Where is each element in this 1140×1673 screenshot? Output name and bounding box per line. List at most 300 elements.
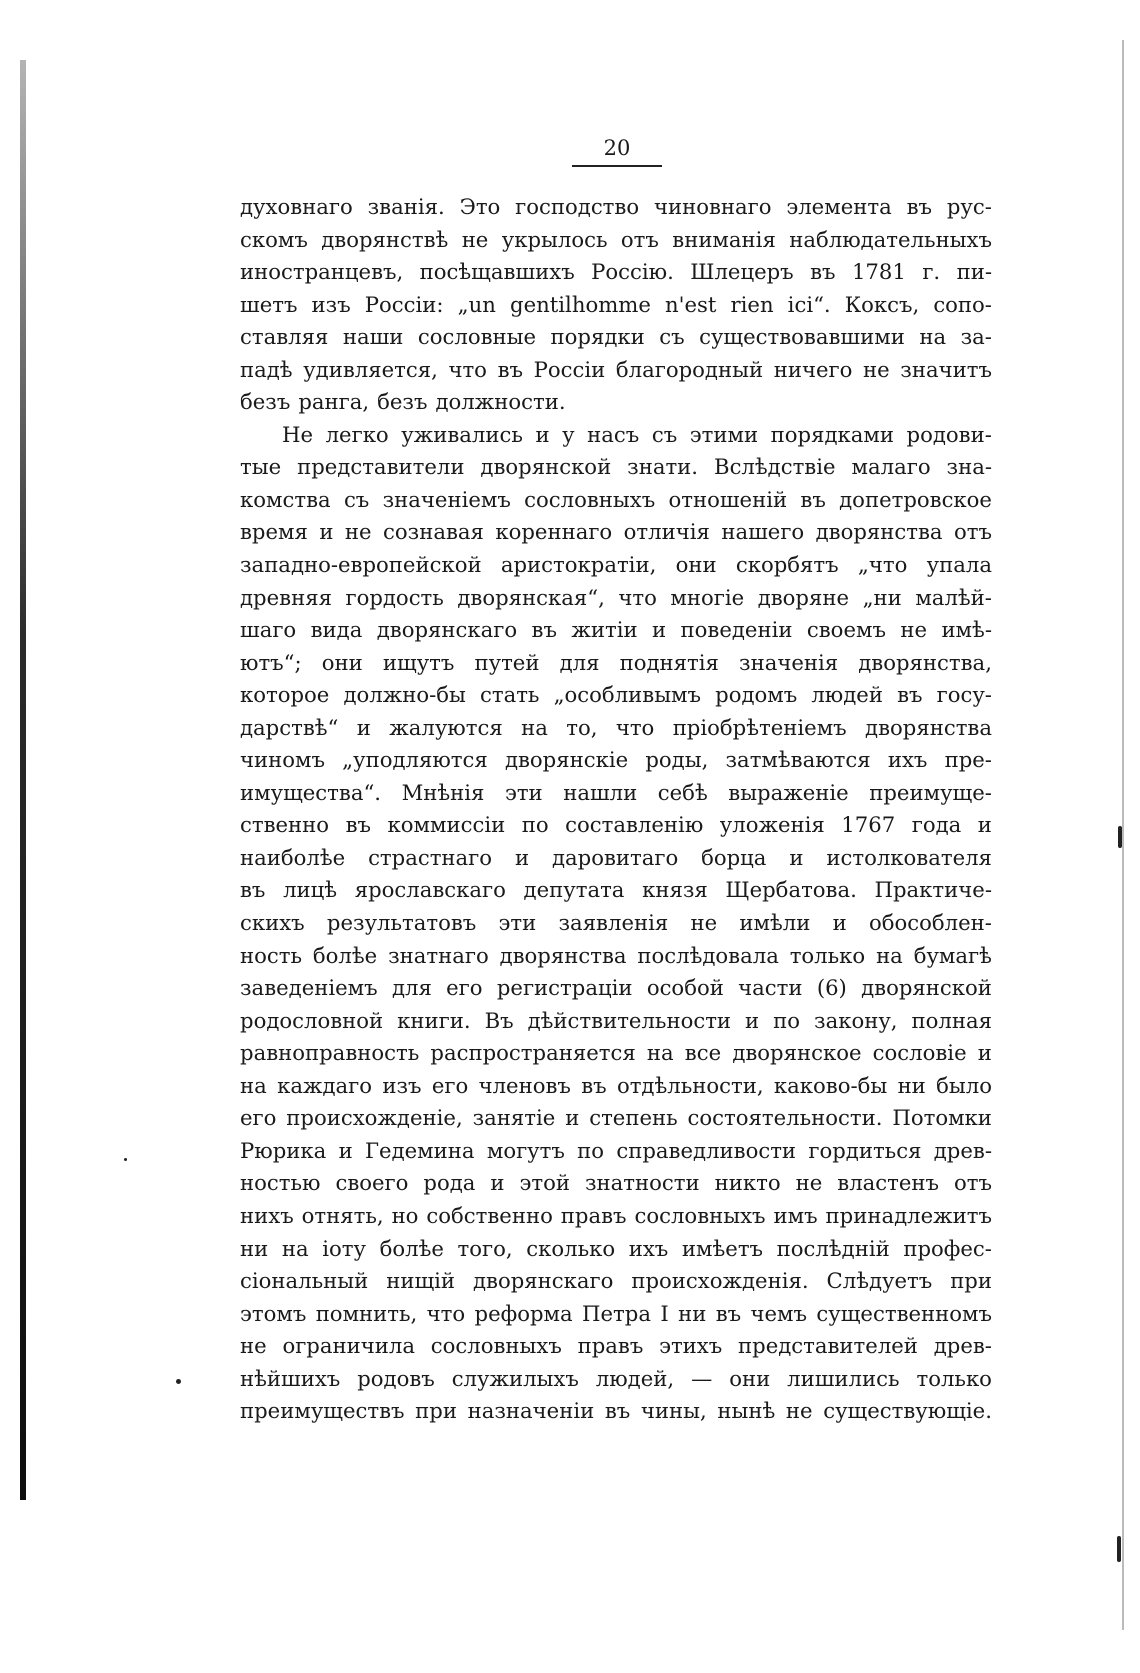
word: распространяется — [430, 1040, 636, 1066]
word: затмѣваются — [725, 747, 871, 773]
word: профес- — [903, 1235, 992, 1261]
word: болѣе — [312, 942, 378, 968]
word: для — [391, 975, 432, 1001]
text-line — [240, 451, 992, 484]
word: поднятія — [619, 649, 719, 675]
word: своего — [335, 1170, 409, 1196]
word: званія. — [367, 194, 445, 219]
word: обособлен- — [869, 910, 992, 936]
word: что — [426, 1300, 466, 1326]
word: кореннаго — [495, 519, 613, 545]
word: чиномъ — [240, 747, 325, 773]
word: падѣ — [240, 356, 293, 382]
word: имѣ- — [941, 617, 992, 643]
word: лишились — [787, 1365, 900, 1391]
word: ограничила — [282, 1333, 415, 1359]
word: дворянства — [865, 714, 992, 740]
word: членовъ — [478, 1072, 571, 1098]
word: каково-бы — [773, 1072, 888, 1098]
word: сопо- — [933, 291, 992, 317]
word: пріобрѣтеніемъ — [672, 714, 847, 740]
word: благородный — [615, 356, 764, 382]
word: принадлежитъ — [825, 1202, 992, 1228]
text-line — [240, 582, 992, 615]
word: сословные — [417, 324, 537, 350]
word: преимуществъ — [240, 1398, 405, 1424]
word: имъ — [773, 1202, 818, 1228]
word: не — [863, 356, 890, 382]
word: сознавая — [383, 519, 484, 545]
word: себѣ — [657, 779, 708, 805]
word: гордиться — [808, 1137, 922, 1163]
word: ничего — [773, 356, 853, 382]
word: этой — [519, 1170, 570, 1196]
word: эти — [504, 779, 543, 805]
word: въ — [581, 1072, 607, 1098]
text-line — [240, 1395, 992, 1428]
word: и — [565, 1105, 580, 1131]
text-line — [240, 516, 992, 549]
word: дворянской — [861, 975, 992, 1001]
word: заявленія — [558, 910, 669, 936]
word: занятіе — [472, 1105, 556, 1131]
word: на — [240, 1072, 267, 1098]
text-line — [240, 289, 992, 322]
word: только — [789, 942, 866, 968]
word: родомъ — [715, 682, 798, 708]
word: дворянствѣ — [321, 226, 449, 252]
word: при — [950, 1268, 992, 1294]
word: его — [446, 975, 483, 1001]
word: происхожденія. — [631, 1268, 809, 1294]
word: время — [240, 519, 308, 545]
word: г. — [922, 259, 941, 285]
word: у — [562, 421, 575, 447]
text-line — [240, 1330, 992, 1363]
word: было — [936, 1072, 992, 1098]
word: „ни — [862, 584, 902, 610]
text-line — [240, 1363, 992, 1396]
word: не — [240, 1333, 267, 1359]
word: и — [977, 812, 992, 838]
word: съ — [651, 421, 678, 447]
word: Въ — [484, 1007, 514, 1033]
word: дарствѣ“ — [240, 714, 339, 740]
word: правъ — [560, 1202, 627, 1228]
word: шаго — [240, 617, 297, 643]
word: чемъ — [750, 1300, 808, 1326]
word: „уподляются — [342, 747, 488, 773]
word: дворянское — [732, 1040, 862, 1066]
word: властенъ — [837, 1170, 940, 1196]
word: по — [521, 812, 549, 838]
word: людей — [811, 682, 883, 708]
word: n'est — [665, 291, 717, 317]
word: дворянской — [480, 454, 612, 480]
word: Щербатова. — [725, 877, 857, 903]
word: нашли — [563, 779, 638, 805]
word: gentilhomme — [510, 291, 651, 317]
word: рода — [423, 1170, 476, 1196]
word: скорбятъ — [735, 552, 839, 578]
word: эти — [498, 910, 537, 936]
text-line — [240, 191, 992, 224]
word: „что — [857, 552, 908, 578]
word: ярославскаго — [354, 877, 506, 903]
text-line — [240, 1265, 992, 1298]
word: и — [832, 910, 847, 936]
text-line — [240, 614, 992, 647]
word: что — [615, 714, 655, 740]
word: отъ — [620, 226, 659, 252]
word: родови- — [906, 421, 992, 447]
text-line — [240, 744, 992, 777]
word: сколько — [526, 1235, 616, 1261]
text-line — [240, 1135, 992, 1168]
word: ихъ — [628, 1235, 669, 1261]
word: Рюрика — [240, 1137, 327, 1163]
word: порядки — [550, 324, 645, 350]
word: 1781 — [851, 259, 906, 285]
word: Коксъ, — [844, 291, 920, 317]
word: по — [577, 1137, 605, 1163]
word: ни — [240, 1235, 269, 1261]
word: родословной — [240, 1007, 384, 1033]
word: иностранцевъ, — [240, 259, 404, 285]
word: имѣетъ — [681, 1235, 764, 1261]
word: пре- — [944, 747, 992, 773]
word: заведеніемъ — [240, 975, 378, 1001]
word: сословныхъ — [524, 486, 656, 512]
text-line — [240, 1070, 992, 1103]
word: „особливымъ — [553, 682, 702, 708]
text-line — [240, 842, 992, 875]
word: и — [319, 519, 334, 545]
word: чиновнаго — [653, 194, 772, 219]
word: наши — [342, 324, 404, 350]
word: Это — [459, 194, 501, 219]
word: стать — [479, 682, 540, 708]
word: и — [745, 1007, 760, 1033]
word: за- — [960, 324, 992, 350]
word: знати. — [627, 454, 699, 480]
word: существенномъ — [816, 1300, 992, 1326]
word: послѣдовала — [637, 942, 779, 968]
word: дворянскаго — [473, 1268, 614, 1294]
word: нашего — [721, 519, 805, 545]
word: они — [675, 552, 717, 578]
word: древ- — [933, 1137, 992, 1163]
word: того, — [457, 1235, 513, 1261]
word: скихъ — [240, 910, 305, 936]
word: Потомки — [892, 1105, 992, 1131]
word: ность — [240, 942, 303, 968]
word: людей, — [595, 1365, 675, 1391]
word: на — [521, 714, 548, 740]
word: безъ — [377, 389, 428, 415]
word: „un — [457, 291, 496, 317]
word: rien — [730, 291, 774, 317]
word: отнять, — [301, 1202, 384, 1228]
word: въ — [810, 259, 836, 285]
word: знатности — [585, 1170, 700, 1196]
word: выраженіе — [728, 779, 849, 805]
word: сословныхъ — [430, 1333, 562, 1359]
word: имущества“. — [240, 779, 382, 805]
word: по — [773, 1007, 801, 1033]
word: древ- — [933, 1333, 992, 1359]
word: дворянства — [499, 942, 627, 968]
word: ни — [897, 1072, 926, 1098]
word: не — [785, 1398, 813, 1424]
word: нищій — [386, 1268, 456, 1294]
word: ихъ — [887, 747, 928, 773]
word: значитъ — [900, 356, 992, 382]
word: ютъ“; — [240, 649, 302, 675]
word: и — [535, 421, 550, 447]
word: результатовъ — [326, 910, 477, 936]
word: и — [490, 1170, 505, 1196]
word: нихъ — [240, 1202, 294, 1228]
word: закону, — [814, 1007, 898, 1033]
word: шетъ — [240, 291, 298, 317]
word: служилыхъ — [451, 1365, 579, 1391]
word: депутата — [523, 877, 625, 903]
text-line — [240, 484, 992, 517]
word: малаго — [851, 454, 931, 480]
word: тые — [240, 454, 282, 480]
word: должности. — [435, 389, 566, 415]
word: все — [684, 1040, 722, 1066]
word: господство — [515, 194, 640, 219]
text-line — [240, 1233, 992, 1266]
word: госу- — [936, 682, 992, 708]
word: лицѣ — [283, 877, 338, 903]
word: многіе — [670, 584, 745, 610]
word: насъ — [587, 421, 640, 447]
word: ищутъ — [382, 649, 455, 675]
word: правъ — [577, 1333, 644, 1359]
word: составленію — [565, 812, 704, 838]
word: ни — [678, 1300, 707, 1326]
word: не — [344, 519, 372, 545]
word: что — [618, 584, 657, 610]
word: ici“. — [787, 291, 831, 317]
word: отъ — [954, 519, 992, 545]
word: этихъ — [659, 1333, 723, 1359]
word: отъ — [954, 1170, 992, 1196]
word: его — [240, 1105, 277, 1131]
word: въ — [715, 1300, 742, 1326]
word: не — [795, 1170, 823, 1196]
text-line — [240, 907, 992, 940]
word: Шлецеръ — [690, 259, 794, 285]
word: Слѣдуетъ — [826, 1268, 933, 1294]
word: отношеній — [668, 486, 788, 512]
text-line — [240, 940, 992, 973]
text-line — [240, 647, 992, 680]
word: сословныхъ — [634, 1202, 766, 1228]
word: дворянства, — [858, 649, 992, 675]
word: на — [919, 324, 947, 350]
word: борца — [701, 844, 767, 870]
word: дворянскіе — [504, 747, 629, 773]
word: князя — [642, 877, 708, 903]
text-line — [240, 354, 992, 387]
word: равноправность — [240, 1040, 420, 1066]
text-line — [240, 386, 992, 419]
word: ранга, — [298, 389, 370, 415]
word: дѣйствительности — [527, 1007, 732, 1033]
text-line — [240, 874, 992, 907]
body-text — [240, 191, 992, 1428]
word: они — [729, 1365, 771, 1391]
word: нѣйшихъ — [240, 1365, 341, 1391]
word: степень — [589, 1105, 678, 1131]
word: въ — [800, 486, 826, 512]
word: на — [876, 942, 903, 968]
word: въ — [345, 812, 371, 838]
word: Не — [282, 421, 314, 447]
word: гордость — [345, 584, 444, 610]
word: на — [281, 1235, 309, 1261]
word: съ — [343, 486, 370, 512]
word: и — [356, 714, 371, 740]
word: существующіе. — [823, 1398, 992, 1424]
word: справедливости — [616, 1137, 797, 1163]
word: скомъ — [240, 226, 308, 252]
text-line — [240, 419, 992, 452]
scan-left-edge — [20, 60, 26, 1500]
scan-speck — [124, 1158, 127, 1161]
word: собственно — [426, 1202, 553, 1228]
word: они — [321, 649, 363, 675]
word: части — [738, 975, 803, 1001]
word: дворянская“, — [457, 584, 605, 610]
word: въ — [497, 356, 523, 382]
word: бумагѣ — [913, 942, 992, 968]
word: страстнаго — [368, 844, 493, 870]
word: въ — [906, 194, 932, 219]
word: отдѣльности, — [616, 1072, 764, 1098]
word: Россіи: — [364, 291, 444, 317]
word: не — [900, 617, 928, 643]
word: истолкователя — [826, 844, 992, 870]
word: Вслѣдствіе — [714, 454, 836, 480]
word: родовъ — [357, 1365, 435, 1391]
word: въ — [897, 682, 923, 708]
word: іоту — [322, 1235, 366, 1261]
scan-speck — [1117, 1536, 1121, 1562]
word: зна- — [946, 454, 992, 480]
word: при — [415, 1398, 457, 1424]
text-line — [240, 712, 992, 745]
word: дворяне — [757, 584, 850, 610]
word: нынѣ — [717, 1398, 776, 1424]
word: года — [911, 812, 962, 838]
scan-right-edge — [1122, 40, 1124, 1630]
word: не — [690, 910, 718, 936]
word: удивляется, — [303, 356, 438, 382]
word: но — [391, 1202, 419, 1228]
word: вида — [310, 617, 363, 643]
text-line — [240, 972, 992, 1005]
word: укрылось — [501, 226, 608, 252]
word: въ — [604, 1398, 631, 1424]
text-line — [240, 1005, 992, 1038]
text-line — [240, 256, 992, 289]
word: ственно — [240, 812, 330, 838]
word: наблюдательныхъ — [789, 226, 992, 252]
word: ностью — [240, 1170, 321, 1196]
text-line — [240, 1167, 992, 1200]
word: элемента — [786, 194, 892, 219]
word: духовнаго — [240, 194, 353, 219]
word: преимуще- — [869, 779, 992, 805]
word: происхожденіе, — [286, 1105, 463, 1131]
word: представителей — [738, 1333, 918, 1359]
word: назначеніи — [467, 1398, 595, 1424]
word: имѣли — [739, 910, 811, 936]
word: книги. — [397, 1007, 471, 1033]
word: вниманія — [672, 226, 776, 252]
word: съ — [659, 324, 685, 350]
text-line — [240, 679, 992, 712]
word: каждаго — [277, 1072, 372, 1098]
scan-speck — [176, 1379, 181, 1384]
word: безъ — [240, 389, 291, 415]
text-line — [240, 1037, 992, 1070]
word: порядками — [770, 421, 894, 447]
text-line — [240, 1298, 992, 1331]
word: въ — [240, 877, 266, 903]
word: и — [652, 617, 667, 643]
word: наиболѣе — [240, 844, 346, 870]
word: комства — [240, 486, 331, 512]
text-line — [240, 549, 992, 582]
word: существовавшими — [699, 324, 905, 350]
word: этими — [689, 421, 759, 447]
word: роды, — [645, 747, 709, 773]
word: своемъ — [806, 617, 886, 643]
word: болѣе — [379, 1235, 444, 1261]
word: сіональный — [240, 1268, 369, 1294]
word: никто — [714, 1170, 781, 1196]
word: путей — [474, 649, 540, 675]
word: только — [916, 1365, 992, 1391]
scan-speck — [1118, 826, 1122, 848]
word: и — [977, 1040, 992, 1066]
word: изъ — [382, 1072, 422, 1098]
word: Россіи — [533, 356, 606, 382]
word: I — [660, 1300, 669, 1326]
word: его — [431, 1072, 469, 1098]
page-number: 20 — [603, 136, 631, 160]
word: посѣщавшихъ — [419, 259, 575, 285]
word: (6) — [816, 975, 847, 1001]
word: на — [646, 1040, 674, 1066]
word: Петра — [582, 1300, 651, 1326]
word: значенія — [739, 649, 839, 675]
word: послѣдній — [776, 1235, 890, 1261]
word: дворянскаго — [376, 617, 518, 643]
word: легко — [325, 421, 389, 447]
word: 1767 — [841, 812, 896, 838]
word: поведеніи — [680, 617, 793, 643]
word: и — [514, 844, 530, 870]
page-number-rule — [572, 165, 662, 167]
word: сословіе — [872, 1040, 967, 1066]
